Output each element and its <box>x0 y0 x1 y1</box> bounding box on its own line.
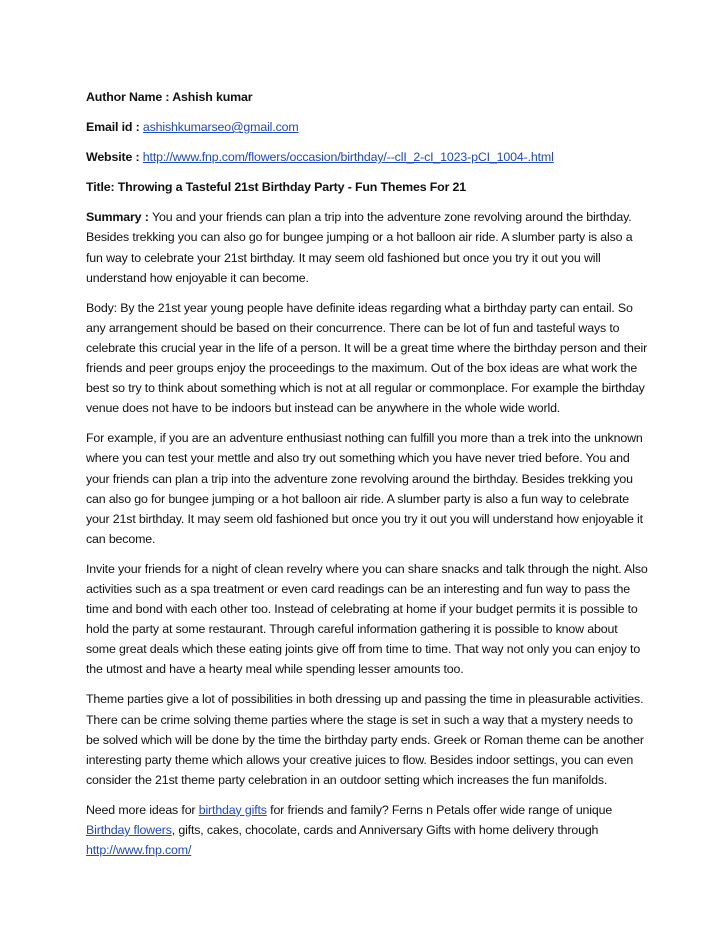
website-link[interactable]: http://www.fnp.com/flowers/occasion/birthday/--clI_2-cI_1023-pCI_1004-.html <box>142 150 554 165</box>
website-label: Website : <box>86 150 143 165</box>
document-body <box>86 87 648 860</box>
article-title: Title: Throwing a Tasteful 21st Birthday Party - Fun Themes For 21 <box>86 180 467 195</box>
summary-text: You and your friends can plan a trip into the adventure zone revolving around the birthday. Besides trekking you can also go for bungee jumping or a hot balloon air ride. A slumber party is also a fun way to celebrate your 21st birthday. It may seem old fashioned but once you try it out you will understand how enjoyable it can become. <box>86 210 633 285</box>
author-line <box>86 87 648 107</box>
summary-label: Summary : <box>86 210 152 225</box>
closing-text-1: Need more ideas for <box>86 802 199 817</box>
body-paragraph-4: Theme parties give a lot of possibilities in both dressing up and passing the time in pleasurable activities. There can be crime solving theme parties where the stage is set in such a way that a mystery needs to be solved which will be done by the time the birthday party ends. Greek or Roman theme can be another interesting party theme which allows your creative juices to flow. Besides indoor settings, you can even consider the 21st theme party celebration in an outdoor setting which increases the fun manifolds. <box>86 692 644 787</box>
summary-paragraph <box>86 207 648 287</box>
email-line <box>86 117 648 137</box>
closing-paragraph <box>86 800 648 860</box>
closing-text-2: for friends and family? Ferns n Petals offer wide range of unique <box>266 802 613 817</box>
email-link[interactable]: ashishkumarseo@gmail.com <box>142 120 299 135</box>
fnp-home-link[interactable]: http://www.fnp.com/ <box>86 843 192 858</box>
author-name: Ashish kumar <box>172 90 253 104</box>
birthday-flowers-link[interactable]: Birthday flowers <box>86 823 172 837</box>
email-label: Email id : <box>86 120 143 135</box>
body-paragraph-3: Invite your friends for a night of clean revelry where you can share snacks and talk through the night. Also activities such as a spa treatment or even card readings can be an interesting and fun way to pass the time and bond with each other too. Instead of celebrating at home if your budget permits it is possible to hold the party at some restaurant. Through careful information gathering it is possible to know about some great deals which these eating joints give off from time to time. That way not only you can enjoy to the utmost and have a hearty meal while spending lesser amounts too. <box>86 561 648 677</box>
closing-text-3: , gifts, cakes, chocolate, cards and Anniversary Gifts with home delivery through <box>171 823 599 837</box>
body-paragraph-2: For example, if you are an adventure enthusiast nothing can fulfill you more than a trek into the unknown where you can test your mettle and also try out something which you have never tried before. You and your friends can plan a trip into the adventure zone revolving around the birthday. Besides trekking you can also go for bungee jumping or a hot balloon air ride. A slumber party is also a fun way to celebrate your 21st birthday. It may seem old fashioned but once you try it out you will understand how enjoyable it can become. <box>86 431 643 546</box>
body-paragraph-1: Body: By the 21st year young people have definite ideas regarding what a birthday party can entail. So any arrangement should be based on their concurrence. There can be lot of fun and tasteful ways to celebrate this crucial year in the life of a person. It will be a great time where the birthday person and their friends and peer groups enjoy the proceedings to the maximum. Out of the box ideas are what work the best so try to think about something which is not at all regular or commonplace. For example the birthday venue does not have to be indoors but instead can be anywhere in the whole wide world. <box>86 300 648 416</box>
birthday-gifts-link[interactable]: birthday gifts <box>198 802 267 817</box>
website-line <box>86 147 648 167</box>
author-label: Author Name : <box>86 90 173 104</box>
